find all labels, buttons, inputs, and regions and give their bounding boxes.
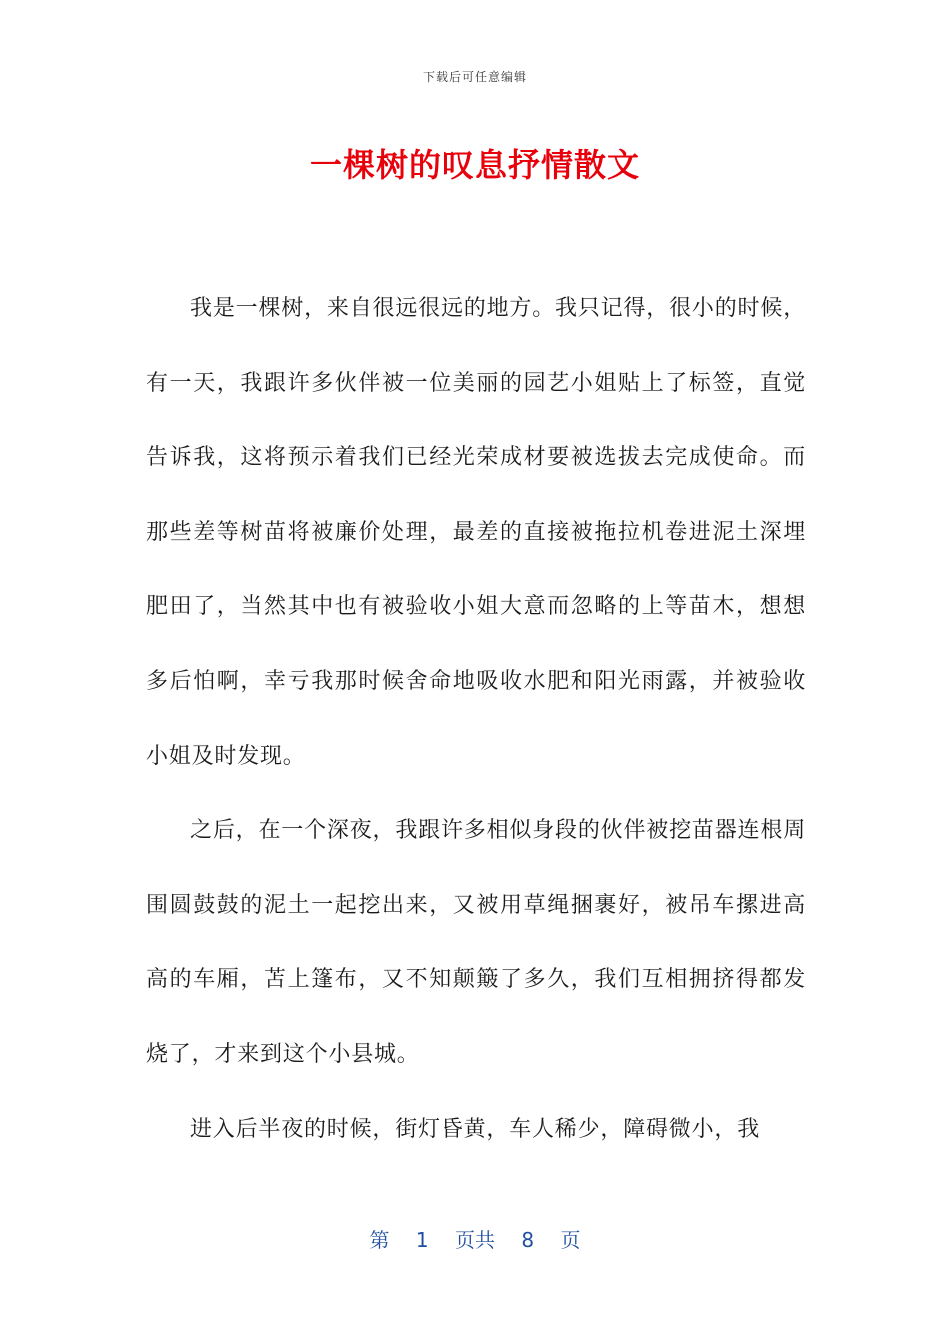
page-title: 一棵树的叹息抒情散文: [309, 146, 640, 184]
paragraph: 我是一棵树，来自很远很远的地方。我只记得，很小的时候，有一天，我跟许多伙伴被一位美丽的园艺小姐贴上了标签，直觉告诉我，这将预示着我们已经光荣成材要被选拔去完成使命。而那些差等树苗将被廉价处理，最差的直接被拖拉机卷进泥土深埋肥田了，当然其中也有被验收小姐大意而忽略的上等苗木，想想多后怕啊，幸亏我那时候舍命地吸收水肥和阳光雨露，并被验收小姐及时发现。: [146, 296, 806, 769]
article-body: [146, 272, 806, 1167]
page-footer: [0, 1224, 950, 1253]
page-label-mid: 页共: [455, 1228, 495, 1252]
current-page-number: 1: [415, 1228, 429, 1252]
total-pages-number: 8: [521, 1228, 535, 1252]
paragraph: 之后，在一个深夜，我跟许多相似身段的伙伴被挖苗器连根周围圆鼓鼓的泥土一起挖出来，又被用草绳捆裹好，被吊车摞进高高的车厢，苫上篷布，又不知颠簸了多久，我们互相拥挤得都发烧了，才来到这个小县城。: [146, 818, 806, 1067]
paragraph: 进入后半夜的时候，街灯昏黄，车人稀少，障碍微小，我: [190, 1116, 761, 1142]
header-note: 下载后可任意编辑: [422, 70, 527, 84]
page-label-prefix: 第: [369, 1228, 390, 1252]
page-label-suffix: 页: [560, 1228, 581, 1252]
